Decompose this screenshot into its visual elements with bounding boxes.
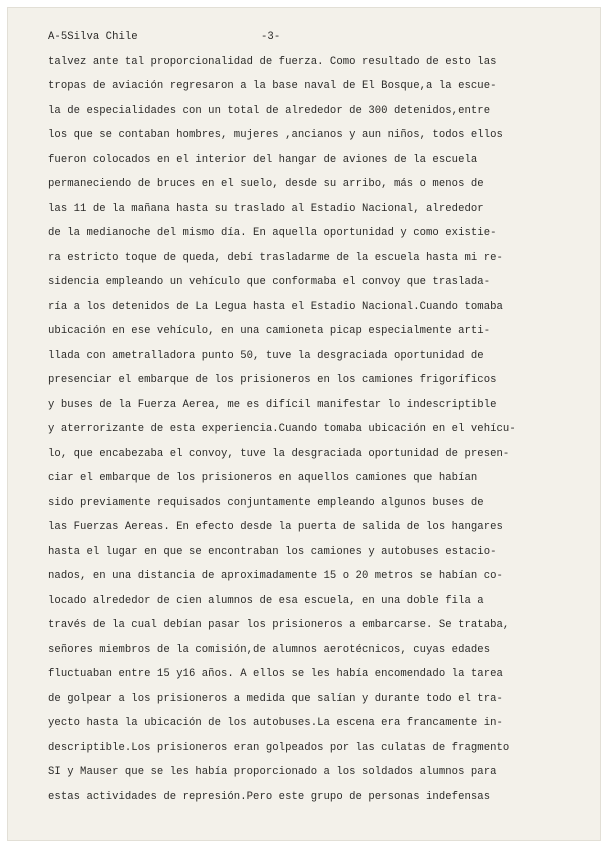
- text-line: ciar el embarque de los prisioneros en aquellos camiones que habían: [48, 472, 478, 484]
- text-line: de la medianoche del mismo día. En aquella oportunidad y como existie-: [48, 227, 497, 239]
- document-page: [8, 8, 600, 840]
- text-line: lo, que encabezaba el convoy, tuve la desgraciada oportunidad de presen-: [48, 447, 510, 460]
- text-line: yecto hasta la ubicación de los autobuses.La escena era francamente in-: [48, 717, 503, 729]
- text-line: talvez ante tal proporcionalidad de fuerza. Como resultado de esto las: [48, 55, 497, 68]
- text-line: sido previamente requisados conjuntamente empleando algunos buses de: [48, 496, 484, 509]
- text-line: de golpear a los prisioneros a medida que salían y durante todo el tra-: [48, 692, 503, 705]
- text-line: señores miembros de la comisión,de alumnos aerotécnicos, cuyas edades: [48, 643, 491, 656]
- text-line: ubicación en ese vehículo, en una camioneta picap especialmente arti-: [48, 325, 491, 337]
- text-line: y buses de la Fuerza Aerea, me es difícil manifestar lo indescriptible: [48, 398, 497, 411]
- text-line: ría a los detenidos de La Legua hasta el Estadio Nacional.Cuando tomaba: [48, 300, 503, 313]
- text-line: hasta el lugar en que se encontraban los camiones y autobuses estacio-: [48, 545, 497, 558]
- typed-text-block: [48, 25, 596, 809]
- text-line: permaneciendo de bruces en el suelo, desde su arribo, más o menos de: [48, 178, 484, 190]
- text-line: los que se contaban hombres, mujeres ,ancianos y aun niños, todos ellos: [48, 129, 503, 141]
- text-line: tropas de aviación regresaron a la base naval de El Bosque,a la escue-: [48, 80, 497, 92]
- page-header: [48, 25, 596, 50]
- text-line: las 11 de la mañana hasta su traslado al Estadio Nacional, alrededor: [48, 202, 484, 215]
- text-line: ra estricto toque de queda, debí trasladarme de la escuela hasta mi re-: [48, 251, 503, 264]
- text-line: descriptible.Los prisioneros eran golpeados por las culatas de fragmento: [48, 741, 510, 754]
- document-reference: A-5Silva Chile: [48, 31, 138, 43]
- text-line: fluctuaban entre 15 y16 años. A ellos se les había encomendado la tarea: [48, 668, 503, 680]
- text-line: fueron colocados en el interior del hangar de aviones de la escuela: [48, 153, 478, 166]
- text-line: presenciar el embarque de los prisioneros en los camiones frigoríficos: [48, 374, 497, 386]
- body-text: [48, 50, 596, 810]
- text-line: estas actividades de represión.Pero este grupo de personas indefensas: [48, 790, 491, 803]
- text-line: la de especialidades con un total de alrededor de 300 detenidos,entre: [48, 104, 491, 117]
- text-line: través de la cual debían pasar los prisioneros a embarcarse. Se trataba,: [48, 619, 510, 631]
- text-line: las Fuerzas Aereas. En efecto desde la puerta de salida de los hangares: [48, 521, 503, 533]
- page-number: -3-: [261, 31, 281, 43]
- text-line: locado alrededor de cien alumnos de esa escuela, en una doble fila a: [48, 594, 484, 607]
- text-line: sidencia empleando un vehículo que conformaba el convoy que traslada-: [48, 276, 491, 288]
- text-line: llada con ametralladora punto 50, tuve la desgraciada oportunidad de: [48, 349, 484, 362]
- text-line: SI y Mauser que se les había proporcionado a los soldados alumnos para: [48, 766, 497, 778]
- text-line: nados, en una distancia de aproximadamente 15 o 20 metros se habían co-: [48, 570, 503, 582]
- text-line: y aterrorizante de esta experiencia.Cuando tomaba ubicación en el vehícu-: [48, 423, 516, 435]
